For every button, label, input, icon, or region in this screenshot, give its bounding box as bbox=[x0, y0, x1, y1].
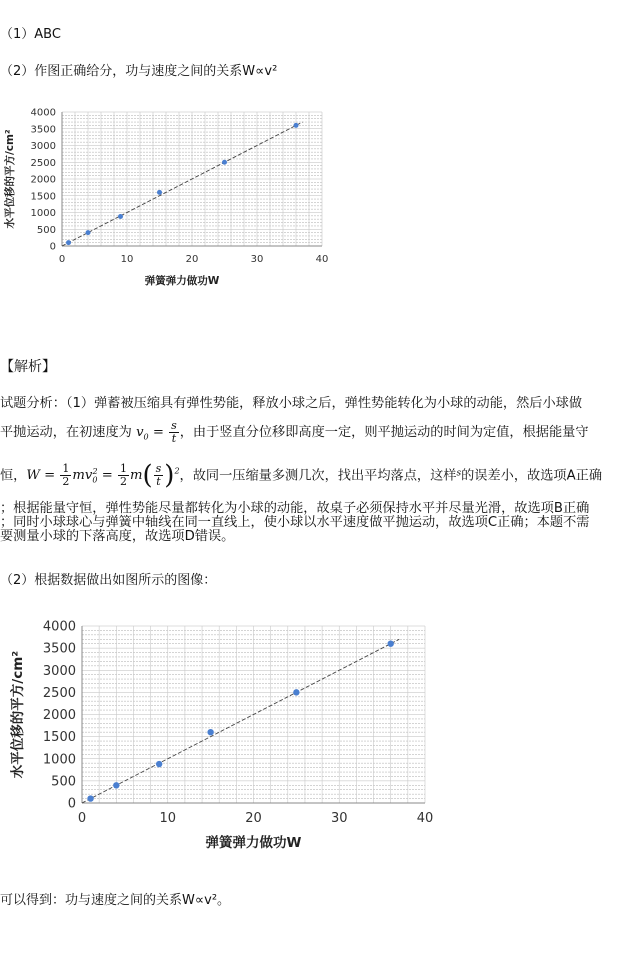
x-tick-label: 20 bbox=[245, 811, 262, 826]
y-tick-label: 3500 bbox=[30, 124, 56, 136]
x-axis-label: 弹簧弹力做功W bbox=[144, 275, 220, 287]
analysis-paragraph bbox=[0, 389, 630, 452]
y-tick-label: 0 bbox=[49, 241, 56, 253]
analysis-lines-tail bbox=[0, 502, 630, 544]
x-tick-label: 40 bbox=[315, 254, 329, 265]
analysis-line-5: ；同时小球球心与弹簧中轴线在同一直线上，使小球以水平速度做平抛运动，故选项C正确；本题不需 bbox=[0, 515, 590, 530]
x-tick-label: 0 bbox=[58, 254, 66, 265]
data-point bbox=[157, 190, 162, 195]
y-tick-label: 2000 bbox=[30, 174, 56, 186]
x-tick-label: 30 bbox=[330, 811, 348, 826]
y-tick-label: 2000 bbox=[42, 708, 76, 724]
energy-formula: W = $\frac{1}{2}$ $mv_0^2$ = $\frac{1}{2}$ m( $\frac{s}{t}$ )$^2$ bbox=[26, 460, 180, 491]
y-tick-label: 3000 bbox=[42, 663, 76, 679]
data-point bbox=[86, 230, 91, 235]
y-tick-label: 0 bbox=[67, 796, 76, 812]
answer-part2: （2）作图正确给分，功与速度之间的关系W∝v² bbox=[0, 64, 278, 79]
data-point bbox=[87, 795, 93, 801]
y-tick-label: 3000 bbox=[30, 141, 56, 152]
data-point bbox=[388, 641, 394, 647]
y-tick-label: 1500 bbox=[30, 191, 56, 203]
initial-velocity-formula: $v_0$ = $\frac{s}{t}$ bbox=[136, 419, 177, 445]
analysis-line-6: 要测量小球的下落高度，故选项D错误。 bbox=[0, 529, 235, 544]
part2-text: （2）根据数据做出如图所示的图像： bbox=[0, 573, 217, 588]
y-tick-label: 4000 bbox=[42, 619, 76, 635]
analysis-line-3: 恒，W = $\frac{1}{2}$ $mv_0^2$ = $\frac{1}{2}$ m( $\frac{s}{t}$ )$^2$，故同一压缩量多测几次，找出平均落点，这样$^s$的误差小，故选项A正确 bbox=[0, 460, 603, 491]
y-tick-label: 3500 bbox=[42, 641, 76, 657]
x-tick-label: 0 bbox=[77, 811, 87, 826]
y-tick-label: 2500 bbox=[42, 685, 76, 701]
analysis-line-2: 平抛运动，在初速度为 $v_0$ = $\frac{s}{t}$ ，由于竖直分位移即高度一定，则平抛运动的时间为定值，根据能量守 bbox=[0, 419, 589, 445]
x-tick-label: 10 bbox=[159, 811, 177, 826]
y-tick-label: 1500 bbox=[42, 730, 76, 746]
x-axis-label: 弹簧弹力做功W bbox=[205, 835, 302, 851]
chart-large bbox=[0, 612, 450, 882]
y-tick-label: 1000 bbox=[30, 208, 56, 219]
conclusion: 可以得到：功与速度之间的关系W∝v²。 bbox=[0, 893, 231, 908]
chart-small bbox=[0, 100, 340, 300]
y-tick-label: 500 bbox=[51, 774, 76, 790]
y-tick-label: 4000 bbox=[30, 107, 56, 119]
trend-line bbox=[62, 122, 303, 246]
analysis-line-4: ；根据能量守恒，弹性势能尽量都转化为小球的动能，故桌子必须保持水平并尽量光滑，故选项B正确 bbox=[0, 501, 590, 516]
data-point bbox=[113, 782, 119, 788]
data-point bbox=[207, 729, 213, 735]
data-point bbox=[294, 123, 299, 128]
data-point bbox=[118, 214, 123, 219]
x-tick-label: 20 bbox=[185, 254, 199, 265]
analysis-line-1: 试题分析：（1）弹蓄被压缩具有弹性势能，释放小球之后，弹性势能转化为小球的动能，然后小球做 bbox=[0, 396, 583, 411]
y-tick-label: 500 bbox=[36, 224, 56, 236]
x-tick-label: 30 bbox=[250, 254, 264, 265]
answer-part1: （1）ABC bbox=[0, 27, 61, 42]
data-point bbox=[156, 761, 162, 767]
data-point bbox=[222, 160, 227, 165]
data-point bbox=[66, 240, 71, 245]
y-axis-label: 水平位移的平方/cm² bbox=[4, 129, 16, 229]
y-axis-label: 水平位移的平方/cm² bbox=[10, 650, 26, 779]
x-tick-label: 10 bbox=[120, 254, 134, 265]
y-tick-label: 1000 bbox=[42, 752, 76, 768]
y-tick-label: 2500 bbox=[30, 157, 56, 169]
analysis-header: 【解析】 bbox=[0, 359, 56, 375]
trend-line bbox=[82, 639, 399, 803]
data-point bbox=[293, 689, 299, 695]
x-tick-label: 40 bbox=[416, 811, 434, 826]
